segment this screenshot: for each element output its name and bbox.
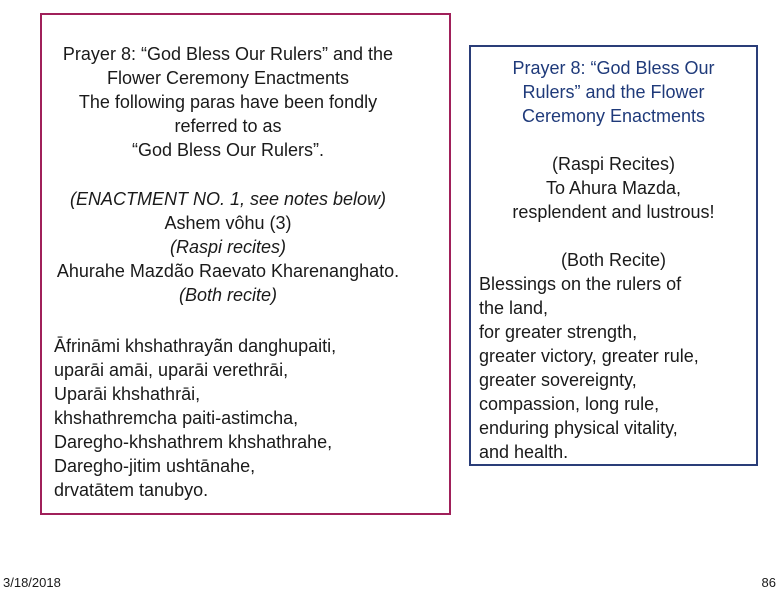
to-ahura-line-2: resplendent and lustrous! — [512, 202, 715, 222]
to-ahura-line-1: To Ahura Mazda, — [545, 178, 682, 198]
left-title-line-1: Prayer 8: “God Bless Our Rulers” and the — [62, 44, 394, 64]
translation-line: for greater strength, — [479, 322, 638, 342]
right-both-recite: (Both Recite) — [560, 250, 667, 270]
translation-line: and health. — [479, 442, 569, 462]
enactment-note: (ENACTMENT NO. 1, see notes below) — [69, 189, 387, 209]
left-intro-line-2: referred to as — [174, 116, 282, 136]
translation-line: Blessings on the rulers of — [479, 274, 682, 294]
right-title-line-2: Rulers” and the Flower — [522, 82, 705, 102]
avestan-line: Daregho-khshathrem khshathrahe, — [54, 432, 333, 452]
left-raspi-recites: (Raspi recites) — [169, 237, 287, 257]
left-title-line-2: Flower Ceremony Enactments — [106, 68, 350, 88]
translation-line: greater victory, greater rule, — [479, 346, 699, 366]
avestan-line: khshathremcha paiti-astimcha, — [54, 408, 299, 428]
translation-line: the land, — [479, 298, 549, 318]
translation-line: compassion, long rule, — [479, 394, 660, 414]
avestan-line: Uparāi khshathrāi, — [54, 384, 201, 404]
slide-page-number: 86 — [761, 575, 776, 590]
left-both-recite: (Both recite) — [178, 285, 278, 305]
right-title-line-3: Ceremony Enactments — [521, 106, 706, 126]
avestan-line: Daregho-jitim ushtānahe, — [54, 456, 256, 476]
slide-date: 3/18/2018 — [3, 575, 61, 590]
left-intro-line-3: “God Bless Our Rulers”. — [131, 140, 325, 160]
translation-line: greater sovereignty, — [479, 370, 637, 390]
ahurahe-line: Ahurahe Mazdão Raevato Kharenanghato. — [56, 261, 400, 281]
right-raspi-recites: (Raspi Recites) — [551, 154, 676, 174]
ashem-vohu: Ashem vôhu (3) — [164, 213, 292, 233]
right-title-line-1: Prayer 8: “God Bless Our — [512, 58, 715, 78]
left-intro-line-1: The following paras have been fondly — [78, 92, 378, 112]
avestan-line: Āfrināmi khshathrayãn danghupaiti, — [54, 336, 337, 356]
avestan-line: drvatātem tanubyo. — [54, 480, 209, 500]
avestan-line: uparāi amāi, uparāi verethrāi, — [54, 360, 289, 380]
translation-line: enduring physical vitality, — [479, 418, 678, 438]
